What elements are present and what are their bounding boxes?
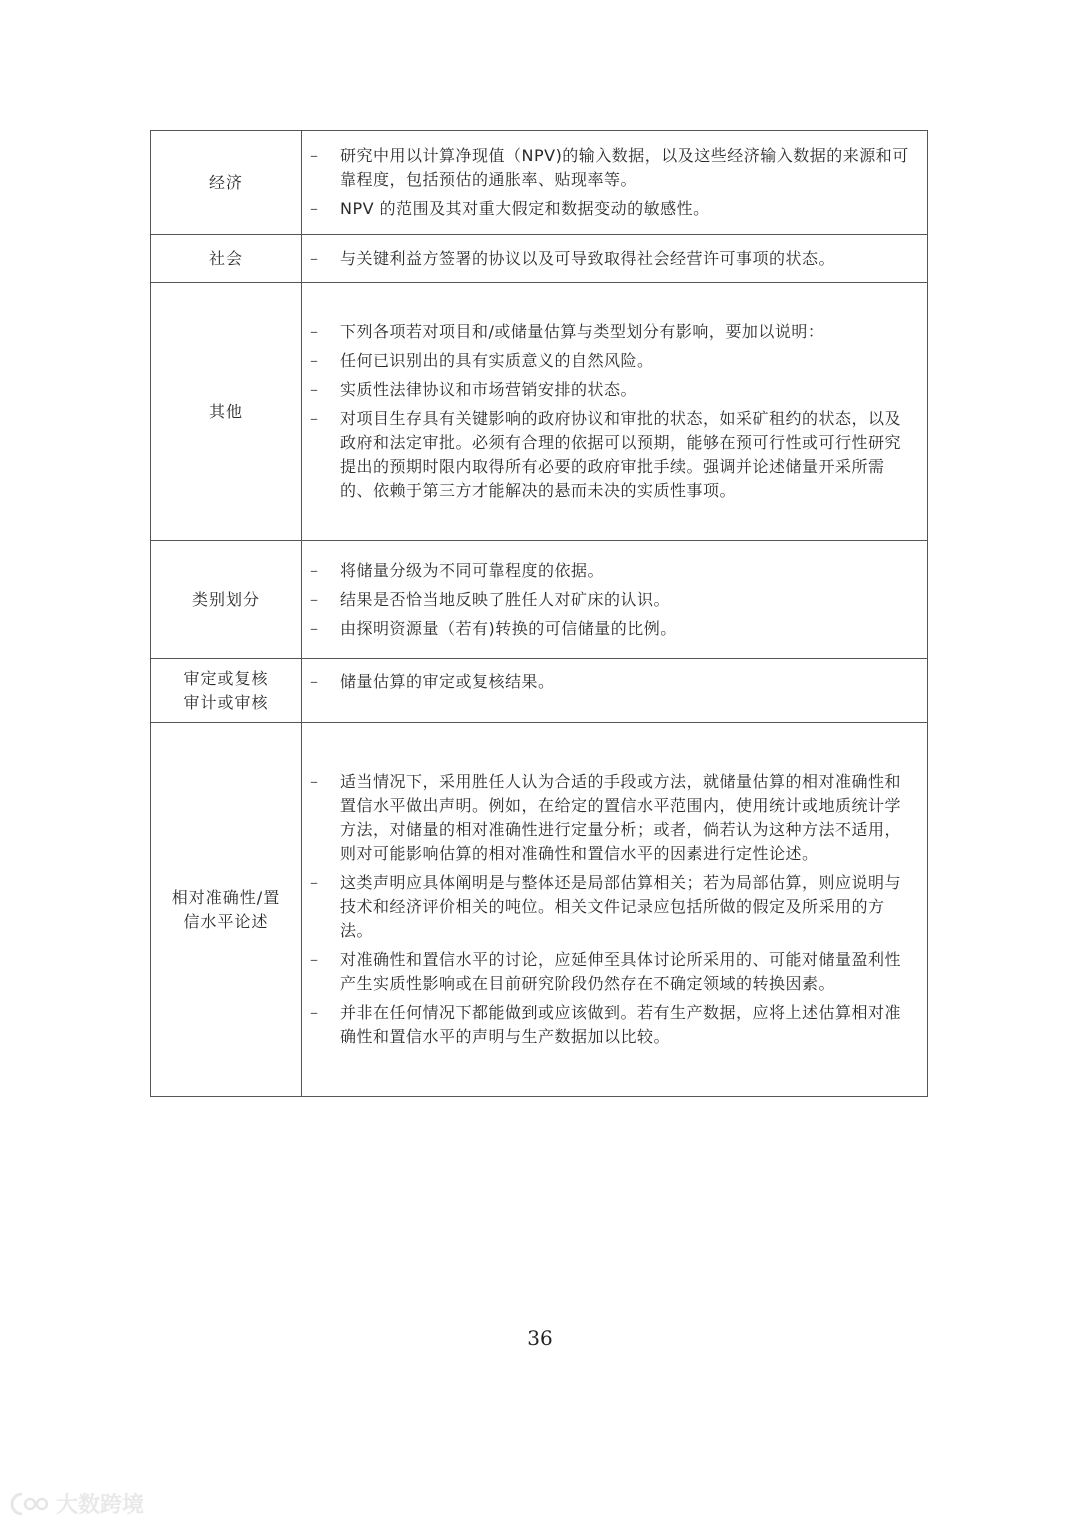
watermark-text: 大数跨境: [56, 1493, 145, 1518]
item-text: 结果是否恰当地反映了胜任人对矿床的认识。: [340, 589, 671, 609]
list-item: [310, 144, 915, 192]
dash-marker: –: [310, 248, 319, 268]
items-cell: [302, 131, 928, 235]
item-text: 适当情况下，采用胜任人认为合适的手段或方法，就储量估算的相对准确性和置信水平做出声明。例如，在给定的置信水平范围内，使用统计或地质统计学方法，对储量的相对准确性进行定量分析；或者，倘若认为这种方法不适用，则对可能影响估算的相对准确性和置信水平的因素进行定性论述。: [340, 772, 902, 863]
table-row: [151, 723, 928, 1097]
category-cell: [151, 723, 302, 1097]
category-label: 审计或审核: [183, 692, 269, 712]
item-text: 实质性法律协议和市场营销安排的状态。: [340, 380, 638, 399]
dash-marker: –: [310, 322, 319, 341]
list-item: [310, 617, 915, 641]
dash-marker: –: [310, 1003, 319, 1022]
category-label: 信水平论述: [183, 911, 269, 931]
item-text: 将储量分级为不同可靠程度的依据。: [340, 560, 605, 580]
category-cell: [151, 131, 302, 235]
category-label: 其他: [208, 401, 243, 421]
watermark: [8, 1488, 144, 1519]
list-item: [310, 407, 915, 503]
dash-marker: –: [310, 950, 319, 969]
criteria-table: [150, 130, 928, 1097]
item-text: 研究中用以计算净现值（NPV)的输入数据，以及这些经济输入数据的来源和可靠程度，包括预估的通胀率、贴现率等。: [340, 146, 909, 189]
dash-marker: –: [310, 199, 319, 218]
category-label: 类别划分: [191, 589, 260, 609]
list-item: [310, 247, 915, 271]
category-cell: [151, 235, 302, 283]
item-text: NPV 的范围及其对重大假定和数据变动的敏感性。: [340, 199, 710, 218]
list-item: [310, 349, 915, 373]
category-label: 审定或复核: [183, 668, 269, 688]
category-cell: [151, 659, 302, 723]
dash-marker: –: [310, 772, 319, 791]
table-row: [151, 541, 928, 659]
table-row: [151, 659, 928, 723]
dash-marker: –: [310, 560, 319, 580]
list-item: [310, 948, 915, 996]
dash-marker: –: [310, 351, 319, 370]
item-text: 对准确性和置信水平的讨论，应延伸至具体讨论所采用的、可能对储量盈利性产生实质性影响或在目前研究阶段仍然存在不确定领域的转换因素。: [340, 950, 902, 993]
list-item: [310, 320, 915, 344]
item-text: 任何已识别出的具有实质意义的自然风险。: [340, 351, 654, 370]
items-cell: [302, 283, 928, 541]
items-cell: [302, 723, 928, 1097]
list-item: [310, 378, 915, 402]
list-item: [310, 1001, 915, 1049]
list-item: [310, 197, 915, 221]
page-number: 36: [527, 1326, 553, 1350]
item-text: 对项目生存具有关键影响的政府协议和审批的状态，如采矿租约的状态，以及政府和法定审批。必须有合理的依据可以预期，能够在预可行性或可行性研究提出的预期时限内取得所有必要的政府审批手续。强调并论述储量开采所需的、依赖于第三方才能解决的悬而未决的实质性事项。: [340, 409, 902, 500]
list-item: [310, 670, 915, 694]
dash-marker: –: [310, 380, 319, 399]
dash-marker: –: [310, 873, 319, 892]
items-cell: [302, 659, 928, 723]
item-text: 储量估算的审定或复核结果。: [340, 672, 555, 691]
items-cell: [302, 541, 928, 659]
item-text: 与关键利益方签署的协议以及可导致取得社会经营许可事项的状态。: [340, 248, 836, 268]
item-text: 这类声明应具体阐明是与整体还是局部估算相关；若为局部估算，则应说明与技术和经济评价相关的吨位。相关文件记录应包括所做的假定及所采用的方法。: [340, 873, 902, 940]
table-row: [151, 131, 928, 235]
category-label: 经济: [208, 172, 243, 192]
list-item: [310, 559, 915, 583]
dash-marker: –: [310, 589, 319, 609]
category-label: 社会: [208, 248, 243, 268]
category-label: 相对准确性/置: [171, 887, 281, 907]
list-item: [310, 871, 915, 943]
category-cell: [151, 283, 302, 541]
brand-logo-icon: [8, 1490, 50, 1518]
table-row: [151, 235, 928, 283]
item-text: 下列各项若对项目和/或储量估算与类型划分有影响，要加以说明：: [340, 322, 825, 341]
list-item: [310, 770, 915, 866]
item-text: 并非在任何情况下都能做到或应该做到。若有生产数据，应将上述估算相对准确性和置信水平的声明与生产数据加以比较。: [340, 1003, 902, 1046]
dash-marker: –: [310, 409, 319, 428]
dash-marker: –: [310, 672, 319, 691]
dash-marker: –: [310, 618, 319, 638]
items-cell: [302, 235, 928, 283]
category-cell: [151, 541, 302, 659]
list-item: [310, 588, 915, 612]
dash-marker: –: [310, 146, 319, 165]
table-row: [151, 283, 928, 541]
item-text: 由探明资源量（若有)转换的可信储量的比例。: [340, 618, 677, 638]
